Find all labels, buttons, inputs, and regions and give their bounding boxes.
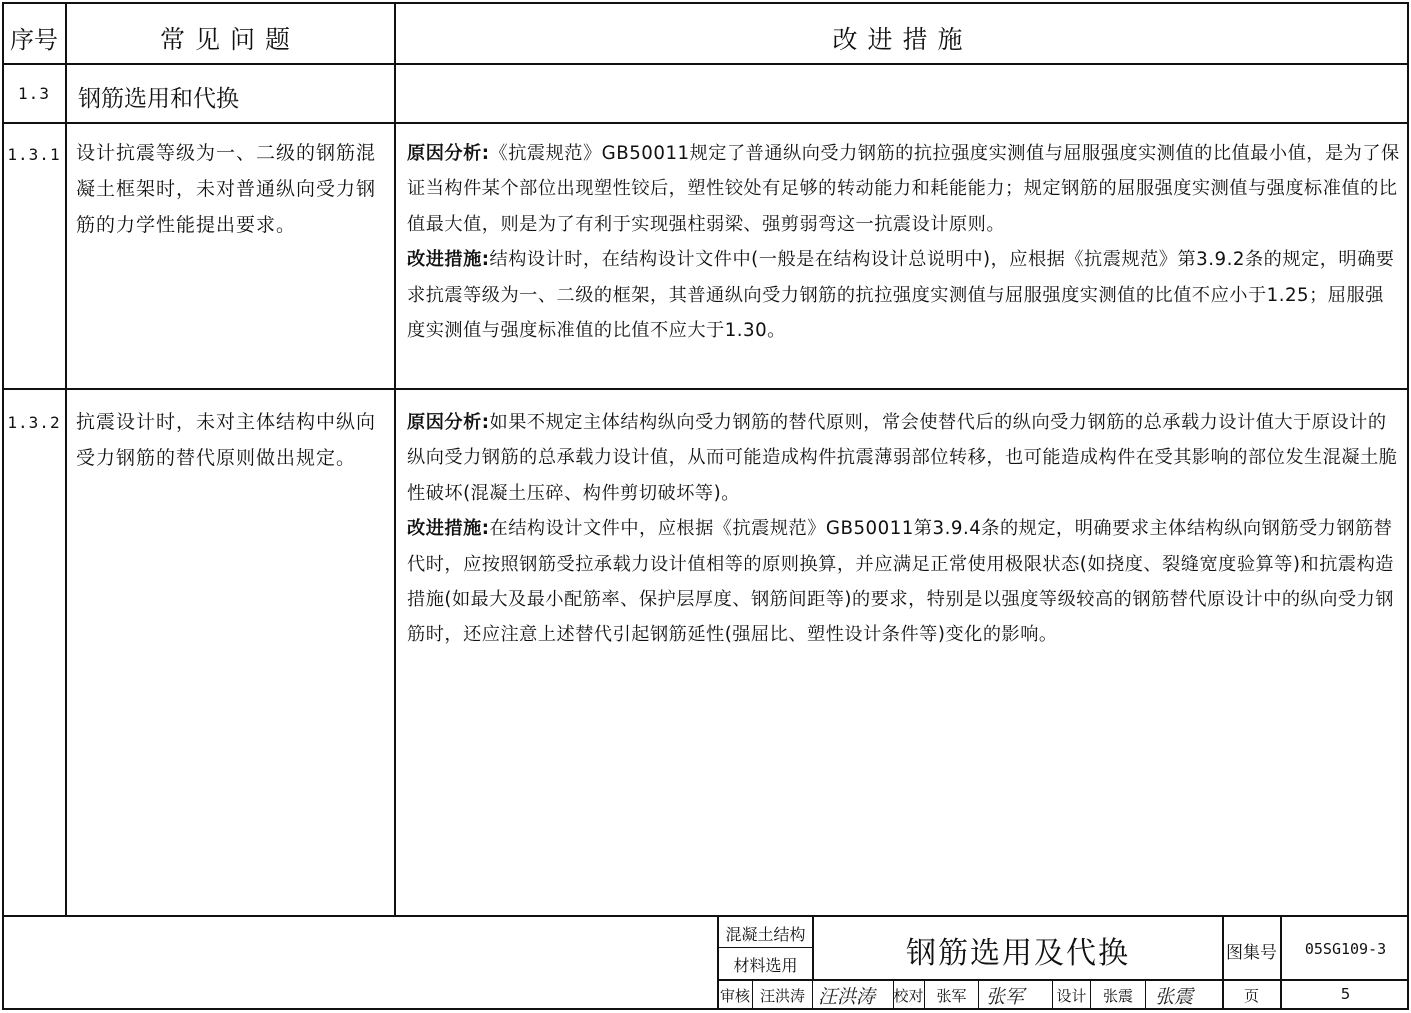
row-2-number: 1.3.2 xyxy=(7,413,61,432)
rule-row1-bottom xyxy=(2,388,1409,390)
tb-page-number: 5 xyxy=(1340,985,1351,1003)
row-1-fix-label: 改进措施: xyxy=(407,249,490,271)
row-1-measure xyxy=(407,136,1401,348)
tb-rule-s2 xyxy=(812,979,813,1010)
tb-check-label: 校对 xyxy=(893,987,924,1005)
tb-checker-signature: 张军 xyxy=(986,986,1025,1008)
row-1-cause-text: 《抗震规范》GB50011规定了普通纵向受力钢筋的抗拉强度实测值与屈服强度实测值的比值最小值，是为了保证当构件某个部位出现塑性铰后，塑性铰处有足够的转动能力和耗能能力；规定钢筋的屈服强度实测值与强度标准值的比值最大值，则是为了有利于实现强柱弱梁、强剪弱弯这一抗震设计原则。 xyxy=(407,143,1400,235)
row-2-measure xyxy=(407,405,1401,653)
row-1-cause-label: 原因分析: xyxy=(407,143,490,164)
tb-design-label: 设计 xyxy=(1056,987,1087,1005)
tb-category-line1: 混凝土结构 xyxy=(725,925,806,944)
rule-seq-col xyxy=(65,2,67,916)
header-measure: 改进措施 xyxy=(832,25,973,54)
header-seq: 序号 xyxy=(10,26,58,54)
tb-rule-s5 xyxy=(978,979,979,1010)
tb-designer-signature: 张震 xyxy=(1155,986,1194,1008)
tb-review-label: 审核 xyxy=(719,987,750,1005)
rule-issue-col xyxy=(394,2,396,916)
header-issue: 常见问题 xyxy=(159,25,300,54)
row-1-fix-text: 结构设计时，在结构设计文件中(一般是在结构设计总说明中)，应根据《抗震规范》第3.9.2条的规定，明确要求抗震等级为一、二级的框架，其普通纵向受力钢筋的抗拉强度实测值与屈服强度实测值的比值不应小于1.25；屈服强度实测值与强度标准值的比值不应大于1.30。 xyxy=(407,249,1395,342)
row-2-fix-text: 在结构设计文件中，应根据《抗震规范》GB50011第3.9.4条的规定，明确要求主体结构纵向钢筋受力钢筋替代时，应按照钢筋受拉承载力设计值相等的原则换算，并应满足正常使用极限状态(如挠度、裂缝宽度验算等)和抗震构造措施(如最大及最小配筋率、保护层厚度、钢筋间距等)的要求，特别是以强度等级较高的钢筋替代原设计中的纵向受力钢筋时，还应注意上述替代引起钢筋延性(强屈比、塑性设计条件等)变化的影响。 xyxy=(407,518,1394,646)
tb-page-label: 页 xyxy=(1243,987,1259,1005)
tb-drawing-title: 钢筋选用及代换 xyxy=(906,936,1130,971)
row-2-cause-text: 如果不规定主体结构纵向受力钢筋的替代原则，常会使替代后的纵向受力钢筋的总承载力设计值大于原设计的纵向受力钢筋的总承载力设计值，从而可能造成构件抗震薄弱部位转移，也可能造成构件在受其影响的部位发生混凝土脆性破坏(混凝土压碎、构件剪切破坏等)。 xyxy=(407,412,1398,504)
row-1-number: 1.3.1 xyxy=(7,145,61,164)
rule-header-bottom xyxy=(2,63,1409,65)
tb-category-line2: 材料选用 xyxy=(733,956,798,975)
tb-designer: 张震 xyxy=(1102,987,1133,1005)
section-title: 钢筋选用和代换 xyxy=(78,86,239,112)
rule-table-bottom xyxy=(2,915,1409,917)
rule-section-bottom xyxy=(2,122,1409,124)
row-1-issue: 设计抗震等级为一、二级的钢筋混凝土框架时，未对普通纵向受力钢筋的力学性能提出要求。 xyxy=(76,142,377,236)
tb-rule-sign-top xyxy=(717,979,1409,981)
row-2-cause-label: 原因分析: xyxy=(407,412,490,433)
section-number: 1.3 xyxy=(18,84,50,103)
tb-atlas-label: 图集号 xyxy=(1226,943,1277,963)
tb-rule-s8 xyxy=(1145,979,1146,1010)
tb-atlas-number: 05SG109-3 xyxy=(1304,940,1387,958)
tb-rule-cat-mid xyxy=(717,947,813,948)
tb-reviewer: 汪洪涛 xyxy=(759,987,805,1005)
tb-checker: 张军 xyxy=(936,987,967,1005)
row-2-issue: 抗震设计时，未对主体结构中纵向受力钢筋的替代原则做出规定。 xyxy=(76,411,377,469)
tb-reviewer-signature: 汪洪涛 xyxy=(818,986,876,1008)
row-2-fix-label: 改进措施: xyxy=(407,518,490,540)
